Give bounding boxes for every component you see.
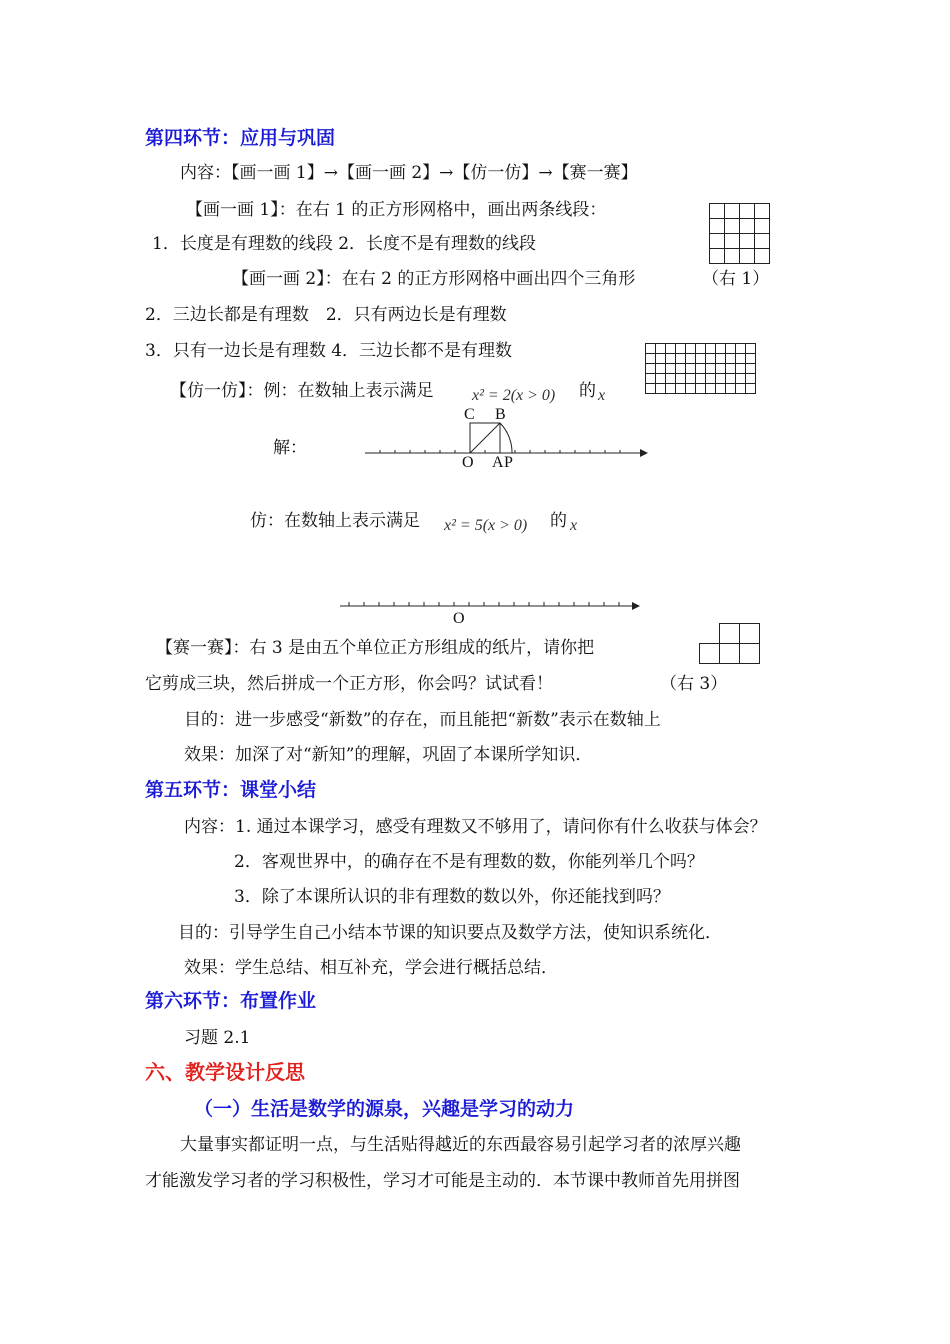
diagonal-OB — [470, 423, 500, 453]
point-B-label: B — [495, 406, 506, 423]
draw2-items-b: 3．只有一边长是有理数 4．三边长都不是有理数 — [145, 341, 513, 361]
compete-text-b: 它剪成三块，然后拼成一个正方形，你会吗？试试看！ — [145, 674, 553, 694]
section5-content-3: 3．除了本课所认识的非有理数的数以外，你还能找到吗？ — [234, 887, 670, 907]
section5-content-2: 2．客观世界中，的确存在不是有理数的数，你能列举几个吗？ — [234, 852, 704, 872]
section4-purpose: 目的：进一步感受“新数”的存在，而且能把“新数”表示在数轴上 — [184, 710, 661, 730]
homework: 习题 2.1 — [184, 1028, 251, 1048]
section4-effect: 效果：加深了对“新知”的理解，巩固了本课所学知识． — [184, 745, 593, 765]
example-var-x: x — [598, 387, 606, 404]
axis-arrow-1 — [640, 449, 648, 457]
grid-right1 — [709, 203, 771, 265]
reflection-subtitle-1: （一）生活是数学的源泉，兴趣是学习的动力 — [194, 1098, 575, 1120]
imitate-de: 的 — [550, 511, 567, 531]
point-C-label: C — [464, 406, 475, 423]
section5-content-1: 内容：1. 通过本课学习，感受有理数又不够用了，请问你有什么收获与体会？ — [184, 817, 767, 837]
right3-caption: （右 3） — [660, 674, 728, 694]
solution-label: 解： — [273, 438, 307, 458]
imitate-var-x: x — [570, 517, 578, 534]
section5-purpose: 目的：引导学生自己小结本节课的知识要点及数学方法，使知识系统化． — [178, 923, 722, 943]
right1-caption: （右 1） — [702, 269, 770, 289]
imitate-equation: x² = 5(x > 0) — [444, 517, 528, 534]
imitate-text: 仿：在数轴上表示满足 — [250, 511, 420, 531]
reflection-paragraph-1b: 才能激发学习者的学习积极性，学习才可能是主动的．本节课中教师首先用拼图 — [145, 1171, 740, 1191]
point-P-label: P — [504, 454, 513, 471]
axis-arrow-2 — [632, 602, 640, 610]
draw2-items-a: 2．三边长都是有理数 2．只有两边长是有理数 — [145, 305, 507, 325]
section5-title: 第五环节：课堂小结 — [145, 779, 317, 801]
draw1-intro: 【画一画 1】：在右 1 的正方形网格中，画出两条线段： — [186, 200, 607, 220]
compete-text-a: 【赛一赛】：右 3 是由五个单位正方形组成的纸片，请你把 — [156, 638, 595, 658]
grid-right2 — [645, 343, 757, 399]
draw2-intro: 【画一画 2】：在右 2 的正方形网格中画出四个三角形 — [232, 269, 636, 289]
reflection-title: 六、教学设计反思 — [145, 1060, 305, 1084]
point-A-label: A — [492, 454, 504, 471]
number-line-2 — [335, 595, 645, 615]
example-de: 的 — [579, 381, 596, 401]
imitate-example: 【仿一仿】：例：在数轴上表示满足 — [170, 381, 434, 401]
five-square-figure — [699, 623, 761, 665]
section4-content: 内容：【画一画 1】→【画一画 2】→【仿一仿】→【赛一赛】 — [180, 163, 638, 183]
section4-title: 第四环节：应用与巩固 — [145, 127, 336, 149]
section5-effect: 效果：学生总结、相互补充，学会进行概括总结． — [184, 958, 558, 978]
point-O-label: O — [462, 454, 474, 471]
reflection-paragraph-1a: 大量事实都证明一点，与生活贴得越近的东西最容易引起学习者的浓厚兴趣 — [180, 1135, 741, 1155]
axis2-O-label: O — [453, 610, 465, 627]
arc-BP — [500, 423, 512, 453]
draw1-items: 1．长度是有理数的线段 2．长度不是有理数的线段 — [152, 234, 537, 254]
section6-title: 第六环节：布置作业 — [145, 990, 317, 1012]
example-equation: x² = 2(x > 0) — [472, 387, 556, 404]
